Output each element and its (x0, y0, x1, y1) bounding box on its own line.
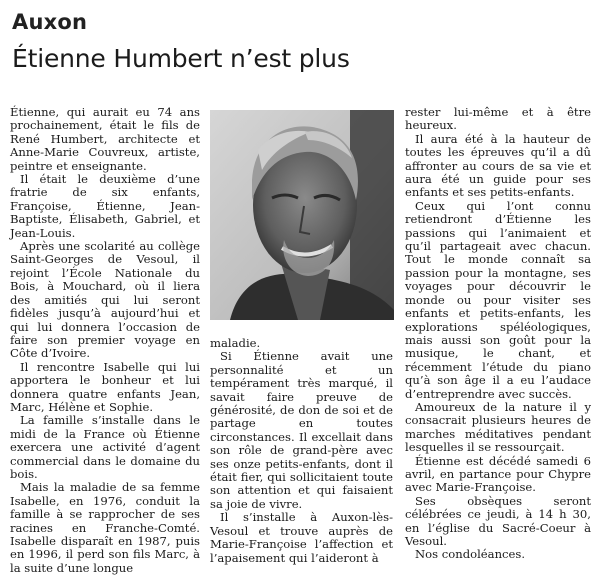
paragraph: Il rencontre Isabelle qui lui apportera le bonheur et lui donnera quatre enfants Jean, Marc, Hélène et Sophie. (10, 359, 200, 414)
paragraph: Étienne est décédé samedi 6 avril, en partance pour Chypre avec Marie-Françoise. (405, 453, 591, 495)
paragraph: Il était le deuxième d’une fratrie de six enfants, Françoise, Étienne, Jean-Baptiste, Élisabeth, Gabriel, et Jean-Louis. (10, 172, 200, 240)
text-column-1 (10, 106, 200, 575)
text-column-2 (210, 337, 393, 565)
paragraph: Après une scolarité au collège Saint-Georges de Vesoul, il rejoint l’École Nationale du Bois, à Mouchard, où il liera des amitiés qui lui seront fidèles jusqu’à aujourd’hui et qui lui donnera l’occasion de faire son premier voyage en Côte d’Ivoire. (10, 239, 200, 361)
text-column-3 (405, 106, 591, 562)
paragraph: Il s’installe à Auxon-lès-Vesoul et trouve auprès de Marie-Françoise l’affection et l’apaisement qui l’aideront à (210, 510, 393, 565)
paragraph: La famille s’installe dans le midi de la France où Étienne exercera une activité d’agent commercial dans le domaine du bois. (10, 413, 200, 481)
paragraph: maladie. (210, 336, 261, 350)
paragraph: Si Étienne avait une personnalité et un tempérament très marqué, il savait faire preuve de générosité, de don de soi et de partage en toutes circonstances. Il excellait dans son rôle de grand-père avec ses onze petits-enfants, dont il était fier, qui sollicitaient toute son attention et qui faisaient sa joie de vivre. (210, 349, 393, 511)
article-kicker: Auxon (12, 10, 88, 34)
paragraph: rester lui-même et à être heureux. (405, 105, 591, 133)
portrait-photo (210, 110, 394, 320)
portrait-photo-image (210, 110, 394, 320)
paragraph: Il aura été à la hauteur de toutes les épreuves qu’il a dû affronter au cours de sa vie et aura été un guide pour ses enfants et ses petits-enfants. (405, 131, 591, 200)
paragraph: Mais la maladie de sa femme Isabelle, en 1976, conduit la famille à se rapprocher de ses racines en Franche-Comté. Isabelle disparaît en 1987, puis en 1996, il perd son fils Marc, à la suite d’une longue (10, 480, 200, 575)
paragraph: Étienne, qui aurait eu 74 ans prochainement, était le fils de René Humbert, architecte et Anne-Marie Couvreux, artiste, peintre et enseignante. (10, 105, 200, 173)
paragraph: Nos condoléances. (415, 547, 526, 562)
paragraph: Amoureux de la nature il y consacrait plusieurs heures de marches méditatives pendant lesquelles il se ressourçait. (405, 399, 591, 455)
paragraph: Ses obsèques seront célébrées ce jeudi, à 14 h 30, en l’église du Sacré-Coeur à Vesoul. (405, 493, 591, 548)
paragraph: Ceux qui l’ont connu retiendront d’Étienne les passions qui l’animaient et qu’il partageait avec chacun. Tout le monde connaît sa passion pour la montagne, ses voyages pour découvrir le monde ou pour visiter ses enfants et petits-enfants, les explorations spéléologiques, mais aussi son goût pour la musique, le chant, et récemment l’étude du piano qu’à son âge il a eu l’audace d’entreprendre avec succès. (405, 198, 591, 401)
article-headline: Étienne Humbert n’est plus (12, 44, 350, 73)
